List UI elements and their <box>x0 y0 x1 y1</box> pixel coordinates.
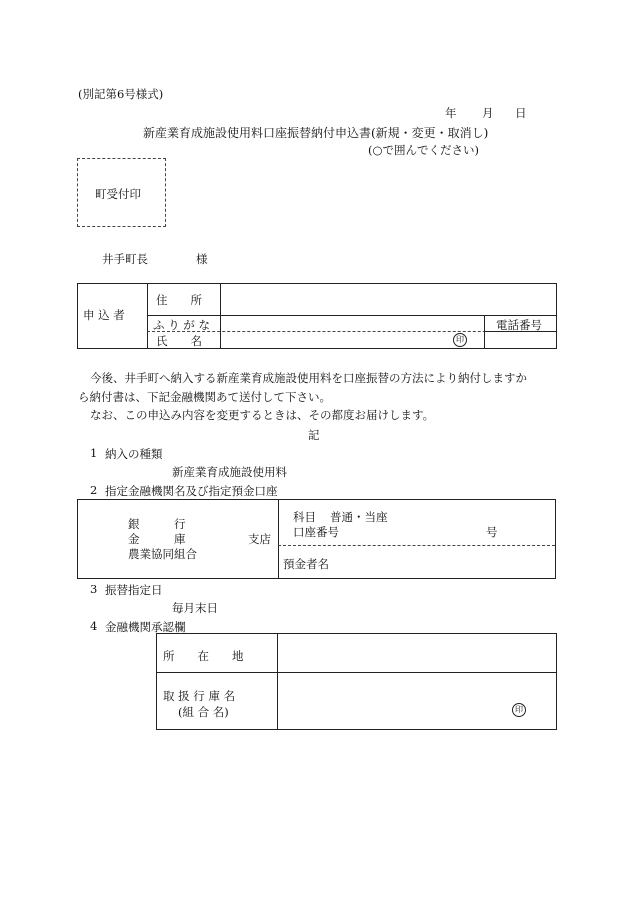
body-paragraph-line: ら納付書は、下記金融機関あて送付して下さい。 <box>78 390 331 404</box>
account-type-label: 科目 <box>293 510 316 524</box>
coop-label: 農業協同組合 <box>128 547 197 561</box>
furigana-field[interactable] <box>221 316 483 330</box>
date-year-label: 年 <box>445 106 457 120</box>
body-paragraph-line: 今後、井手町へ納入する新産業育成施設使用料を口座振替の方法により納付しますか <box>90 371 527 385</box>
section-number: 3 <box>90 582 98 596</box>
account-holder-label: 預金者名 <box>283 557 329 571</box>
vault-label: 金 庫 <box>128 532 186 546</box>
section-number: 4 <box>90 619 98 633</box>
date-day-label: 日 <box>515 106 527 120</box>
section-number: 2 <box>90 483 98 497</box>
section-value: 新産業育成施設使用料 <box>172 465 287 479</box>
section-title: 金融機関承認欄 <box>105 620 186 634</box>
section-number: 1 <box>90 446 98 460</box>
phone-label: 電話番号 <box>496 318 542 332</box>
date-month-label: 月 <box>482 106 494 120</box>
bank-divider <box>278 545 555 546</box>
applicant-seal-mark: 印 <box>453 333 467 347</box>
location-label: 所 在 地 <box>163 649 244 663</box>
reception-stamp-label: 町受付印 <box>95 187 141 201</box>
ki-heading: 記 <box>308 428 320 442</box>
phone-field[interactable] <box>485 332 554 347</box>
name-label: 氏 名 <box>156 334 202 348</box>
handling-bank-label: 取 扱 行 庫 名 <box>163 689 236 703</box>
addressee-honorific: 様 <box>196 252 208 266</box>
account-number-suffix: 号 <box>486 525 498 539</box>
address-label: 住 所 <box>156 293 202 307</box>
document-title: 新産業育成施設使用料口座振替納付申込書(新規・変更・取消し) <box>143 126 489 140</box>
account-number-label: 口座番号 <box>293 525 339 539</box>
body-paragraph-note: なお、この申込み内容を変更するときは、その都度お届けします。 <box>90 408 435 422</box>
account-number-field[interactable] <box>350 523 480 539</box>
section-title: 指定金融機関名及び指定預金口座 <box>105 484 278 498</box>
form-number: (別記第6号様式) <box>78 87 164 101</box>
bank-label: 銀 行 <box>128 517 186 531</box>
handling-bank-field[interactable] <box>278 673 508 727</box>
circle-instruction: (○で囲んでください) <box>368 143 480 157</box>
applicant-row-header: 申 込 者 <box>83 308 125 322</box>
section-value: 毎月末日 <box>172 601 218 615</box>
bank-name-field[interactable] <box>78 500 241 576</box>
furigana-label: ふ り が な <box>153 318 210 332</box>
bank-divider <box>278 499 279 578</box>
addressee-name: 井手町長 <box>102 252 148 266</box>
account-type-options: 普通・当座 <box>330 510 388 524</box>
name-field[interactable] <box>221 332 483 347</box>
approval-seal-mark: 印 <box>512 703 526 717</box>
union-name-label: (組 合 名) <box>178 705 229 719</box>
account-holder-field[interactable] <box>340 547 552 575</box>
branch-label: 支店 <box>248 532 271 546</box>
address-field[interactable] <box>221 284 554 314</box>
location-field[interactable] <box>278 634 554 671</box>
section-title: 振替指定日 <box>105 583 163 597</box>
section-title: 納入の種類 <box>105 447 163 461</box>
